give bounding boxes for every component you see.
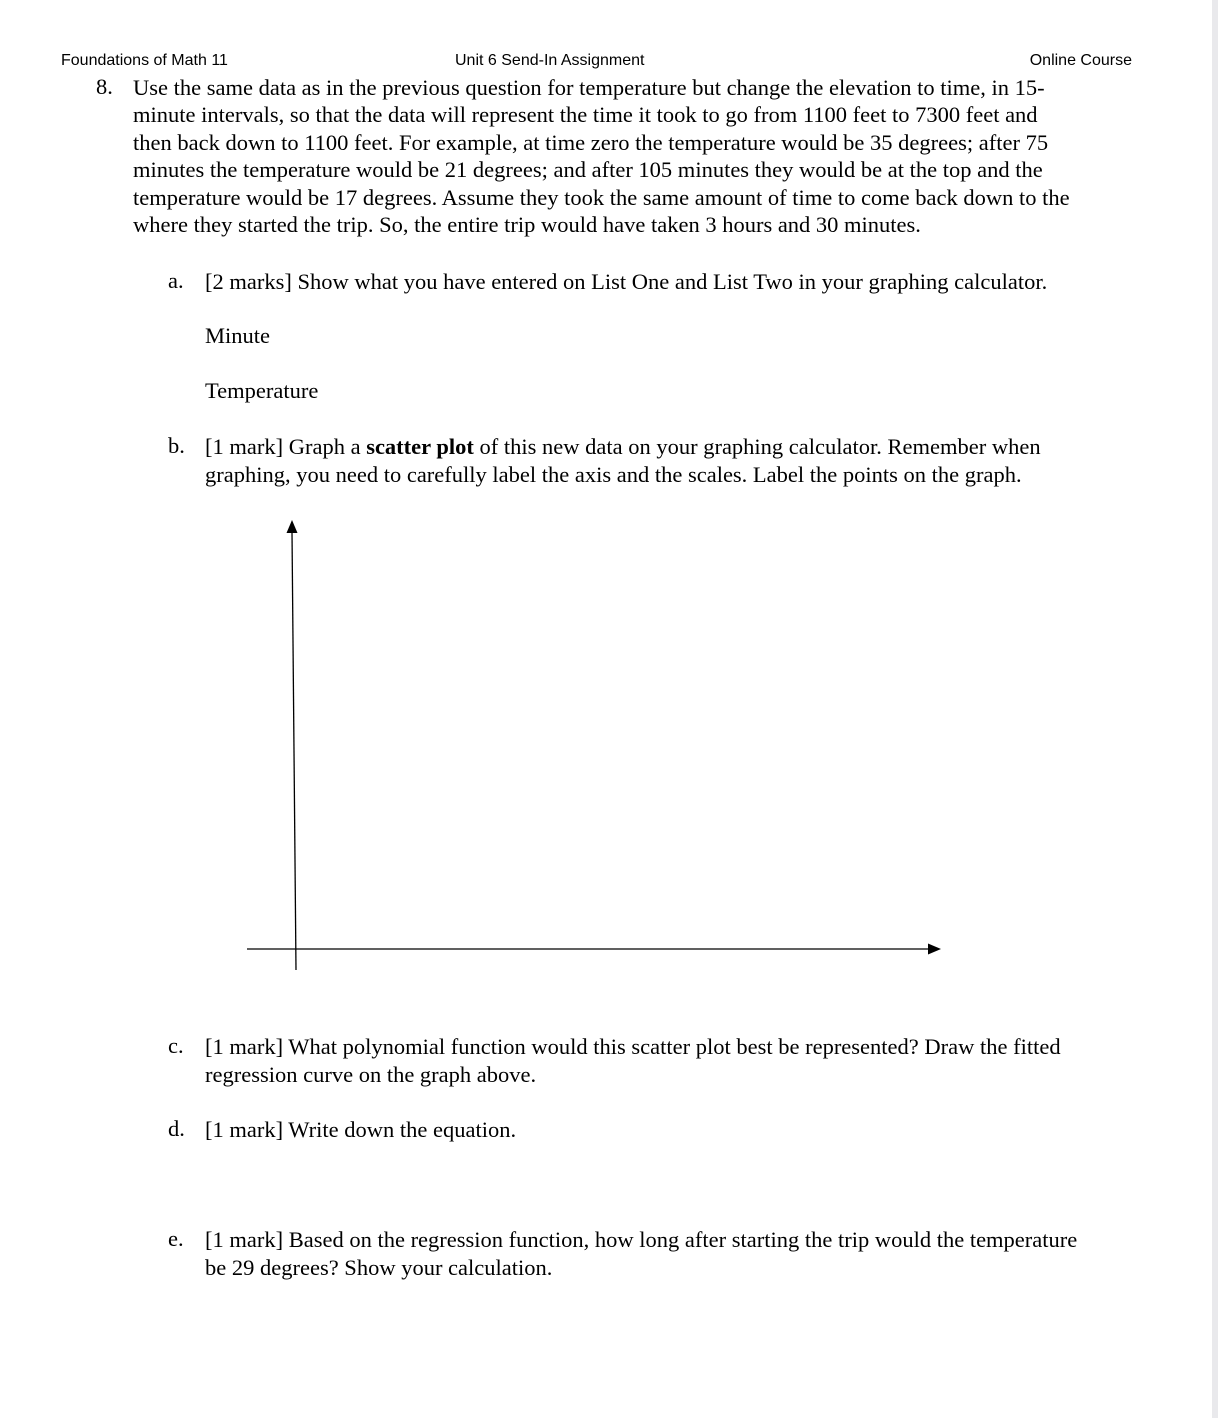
question-line: minute intervals, so that the data will represent the time it took to go from 1100 feet to 7300 feet and [133, 102, 1038, 128]
part-c-text [205, 1033, 1061, 1089]
page-edge-shadow [1212, 0, 1218, 1418]
part-b-bold-term: scatter plot [366, 434, 474, 459]
question-line: temperature would be 17 degrees. Assume they took the same amount of time to come back down to the [133, 184, 1070, 210]
part-b-letter: b. [168, 433, 185, 458]
question-text [133, 74, 1143, 238]
part-b-pre: [1 mark] Graph a [205, 434, 367, 459]
question-line: where they started the trip. So, the entire trip would have taken 3 hours and 30 minutes. [133, 212, 921, 238]
question-line: then back down to 1100 feet. For example, at time zero the temperature would be 35 degrees; after 75 [133, 129, 1049, 155]
part-a-line: [2 marks] Show what you have entered on List One and List Two in your graphing calculator. [205, 269, 1048, 294]
page-header [61, 52, 1132, 74]
part-e-line: be 29 degrees? Show your calculation. [205, 1255, 553, 1280]
header-assignment-title: Unit 6 Send-In Assignment [455, 52, 645, 69]
part-c-line: [1 mark] What polynomial function would this scatter plot best be represented? Draw the fitted [205, 1034, 1061, 1059]
part-e-letter: e. [168, 1226, 184, 1251]
part-a-letter: a. [168, 268, 184, 293]
part-e-line: [1 mark] Based on the regression function, how long after starting the trip would the temperature [205, 1227, 1078, 1252]
y-axis [292, 532, 296, 970]
question-line: minutes the temperature would be 21 degrees; and after 105 minutes they would be at the top and the [133, 157, 1043, 183]
y-axis-arrow [287, 520, 298, 533]
part-b-post: of this new data on your graphing calculator. Remember when [473, 434, 1041, 459]
part-b-line [205, 433, 1041, 461]
part-d-letter: d. [168, 1116, 185, 1141]
part-c-line: regression curve on the graph above. [205, 1062, 537, 1087]
part-b-text [205, 433, 1041, 489]
header-course-title: Foundations of Math 11 [61, 52, 228, 69]
part-e-text [205, 1226, 1077, 1282]
question-number: 8. [96, 74, 113, 99]
part-a-text [205, 268, 1047, 296]
part-c-letter: c. [168, 1033, 184, 1058]
list-two-label: Temperature [205, 378, 319, 403]
question-line: Use the same data as in the previous question for temperature but change the elevation to time, in 15- [133, 75, 1045, 100]
list-one-label: Minute [205, 323, 270, 348]
part-b-line: graphing, you need to carefully label the axis and the scales. Label the points on the graph. [205, 462, 1022, 487]
part-d-text [205, 1116, 516, 1144]
header-course-type: Online Course [1029, 52, 1132, 69]
part-d-line: [1 mark] Write down the equation. [205, 1117, 517, 1142]
x-axis-arrow [928, 944, 941, 955]
